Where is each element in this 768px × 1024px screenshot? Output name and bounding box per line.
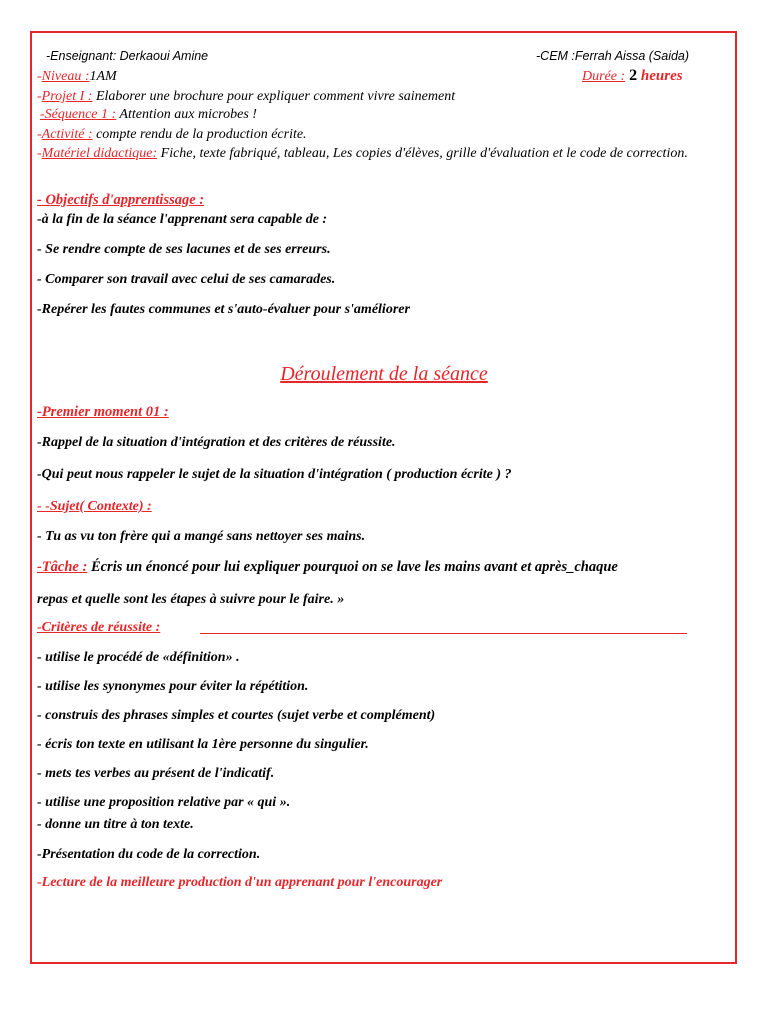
critere-item: - écris ton texte en utilisant la 1ère personne du singulier. xyxy=(37,737,369,752)
materiel-value: Fiche, texte fabriqué, tableau, Les copies d'élèves, grille d'évaluation et le code de correction. xyxy=(157,146,688,161)
tache-text: Écris un énoncé pour lui expliquer pourquoi on se lave les mains avant et après_chaque xyxy=(87,559,618,575)
activite-label: Activité : xyxy=(41,127,93,142)
objectifs-intro: -à la fin de la séance l'apprenant sera capable de : xyxy=(37,212,328,227)
projet-label: Projet I : xyxy=(41,89,93,104)
criteres-heading: -Critères de réussite : xyxy=(37,620,161,635)
critere-item: - construis des phrases simples et courtes (sujet verbe et complément) xyxy=(37,708,436,723)
rappel-line: -Rappel de la situation d'intégration et des critères de réussite. xyxy=(37,435,396,450)
sujet-text: - Tu as vu ton frère qui a mangé sans nettoyer ses mains. xyxy=(37,529,366,544)
projet-value: Elaborer une brochure pour expliquer comment vivre sainement xyxy=(92,89,456,104)
critere-item: - utilise une proposition relative par « qui ». xyxy=(37,795,291,810)
moment-heading: -Premier moment 01 : xyxy=(37,404,169,420)
objectif-item: - Se rendre compte de ses lacunes et de ses erreurs. xyxy=(37,242,331,257)
projet-line: -Projet I : Elaborer une brochure pour expliquer comment vivre sainement xyxy=(37,89,456,104)
critere-item: - utilise les synonymes pour éviter la répétition. xyxy=(37,679,309,694)
duree-number: 2 xyxy=(625,67,638,84)
critere-item: - utilise le procédé de «définition» . xyxy=(37,650,240,665)
niveau-label: Niveau : xyxy=(41,69,90,84)
tache-label: -Tâche : xyxy=(37,559,88,575)
section-title: Déroulement de la séance xyxy=(280,363,488,385)
activite-line: -Activité : compte rendu de la production écrite. xyxy=(37,127,307,142)
duree-unit: heures xyxy=(637,68,683,84)
materiel-label: Matériel didactique: xyxy=(41,146,158,161)
niveau-line: -Niveau :1AM xyxy=(37,69,117,84)
sujet-label: - -Sujet( Contexte) : xyxy=(37,499,152,514)
teacher-name: -Enseignant: Derkaoui Amine xyxy=(46,49,209,63)
tache-line xyxy=(37,559,618,576)
critere-item: - donne un titre à ton texte. xyxy=(37,817,194,832)
objectif-item: - Comparer son travail avec celui de ses camarades. xyxy=(37,272,336,287)
niveau-value: 1AM xyxy=(89,69,117,84)
objectifs-heading: - Objectifs d'apprentissage : xyxy=(37,192,205,208)
school-name: -CEM :Ferrah Aissa (Saida) xyxy=(536,49,690,63)
presentation-line: -Présentation du code de la correction. xyxy=(37,847,261,862)
materiel-line: -Matériel didactique: Fiche, texte fabriqué, tableau, Les copies d'élèves, grille d'évaluation et le code de correction. xyxy=(37,146,688,161)
criteres-underline xyxy=(200,633,687,634)
lecture-line: -Lecture de la meilleure production d'un apprenant pour l'encourager xyxy=(37,875,443,890)
sequence-line xyxy=(40,106,257,123)
sequence-value: Attention aux microbes ! xyxy=(116,107,257,122)
duree-line xyxy=(582,67,683,85)
sequence-label: -Séquence 1 : xyxy=(40,107,117,122)
critere-item: - mets tes verbes au présent de l'indicatif. xyxy=(37,766,275,781)
tache-text-continued: repas et quelle sont les étapes à suivre pour le faire. » xyxy=(37,592,345,607)
objectif-item: -Repérer les fautes communes et s'auto-évaluer pour s'améliorer xyxy=(37,302,410,317)
duree-label: Durée : xyxy=(582,69,626,84)
question-line: -Qui peut nous rappeler le sujet de la situation d'intégration ( production écrite ) ? xyxy=(37,467,512,482)
activite-value: compte rendu de la production écrite. xyxy=(92,127,307,142)
